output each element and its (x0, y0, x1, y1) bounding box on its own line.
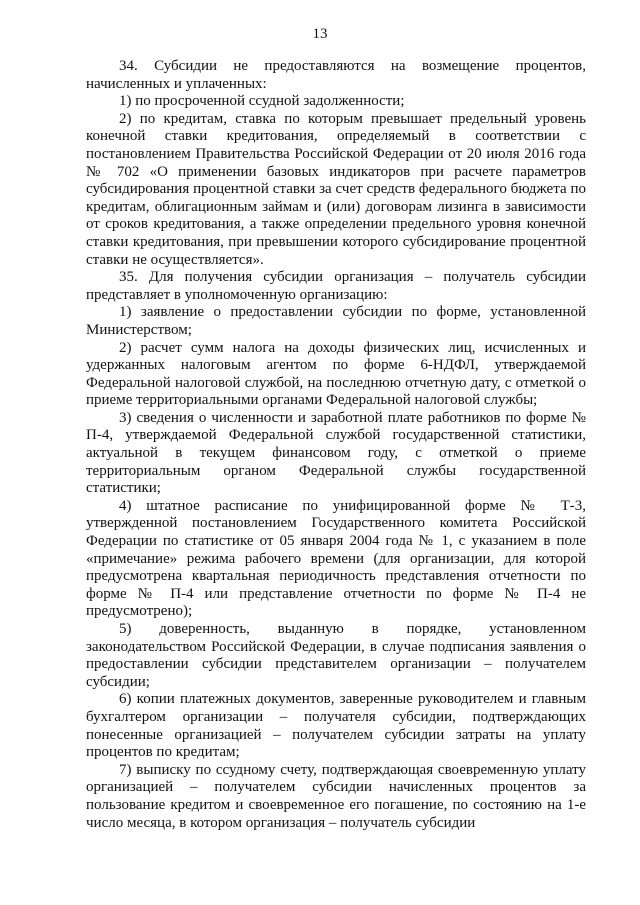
document-body (86, 58, 586, 832)
paragraph-35-item-6: 6) копии платежных документов, заверенные руководителем и главным бухгалтером организации – получателя субсидии, подтверждающих понесенные организацией – получателем субсидии затраты на уплату процентов по кредитам; (86, 691, 586, 761)
paragraph-34-item-2: 2) по кредитам, ставка по которым превышает предельный уровень конечной ставки кредитования, определяемый в соответствии с постановлением Правительства Российской Федерации от 20 июля 2016 года № 702 «О применении базовых индикаторов при расчете параметров субсидирования процентной ставки за счет средств федерального бюджета по кредитам, облигационным займам и (или) договорам лизинга в зависимости от сроков кредитования, а также определении предельного уровня конечной ставки кредитования, при превышении которого субсидирование процентной ставки не осуществляется». (86, 110, 586, 268)
paragraph-34-item-1: 1) по просроченной ссудной задолженности; (119, 93, 405, 110)
paragraph-35-item-4: 4) штатное расписание по унифицированной форме № Т-3, утвержденной постановлением Государственного комитета Российской Федерации по статистике от 05 января 2004 года № 1, с указанием в поле «примечание» режима рабочего времени (для организации, для которой предусмотрена квартальная периодичность представления отчетности по форме № П-4 или представление отчетности по форме № П-4 не предусмотрено); (86, 497, 586, 620)
paragraph-35-item-3: 3) сведения о численности и заработной плате работников по форме № П-4, утверждаемой Федеральной службой государственной статистики, актуальной в текущем финансовом году, с отметкой о приеме территориальным органом Федеральной службы государственной статистики; (86, 409, 586, 497)
paragraph-35-item-7: 7) выписку по ссудному счету, подтверждающая своевременную уплату организацией – получателем субсидии начисленных процентов за пользование кредитом и своевременное его погашение, по состоянию на 1-е число месяца, в котором организация – получатель субсидии (86, 761, 586, 831)
paragraph-35-item-2: 2) расчет сумм налога на доходы физических лиц, исчисленных и удержанных налоговым агентом по форме 6-НДФЛ, утверждаемой Федеральной налоговой службой, на последнюю отчетную дату, с отметкой о приеме территориальными органами Федеральной налоговой службы; (86, 339, 586, 409)
paragraph-35-item-1: 1) заявление о предоставлении субсидии по форме, установленной Министерством; (86, 304, 586, 338)
paragraph-35: 35. Для получения субсидии организация – получатель субсидии представляет в уполномоченную организацию: (86, 269, 586, 303)
page-number: 13 (312, 26, 328, 42)
paragraph-35-item-5: 5) доверенность, выданную в порядке, установленном законодательством Российской Федерации, в случае подписания заявления о предоставлении субсидии представителем организации – получателем субсидии; (86, 621, 586, 690)
paragraph-34: 34. Субсидии не предоставляются на возмещение процентов, начисленных и уплаченных: (86, 58, 586, 92)
